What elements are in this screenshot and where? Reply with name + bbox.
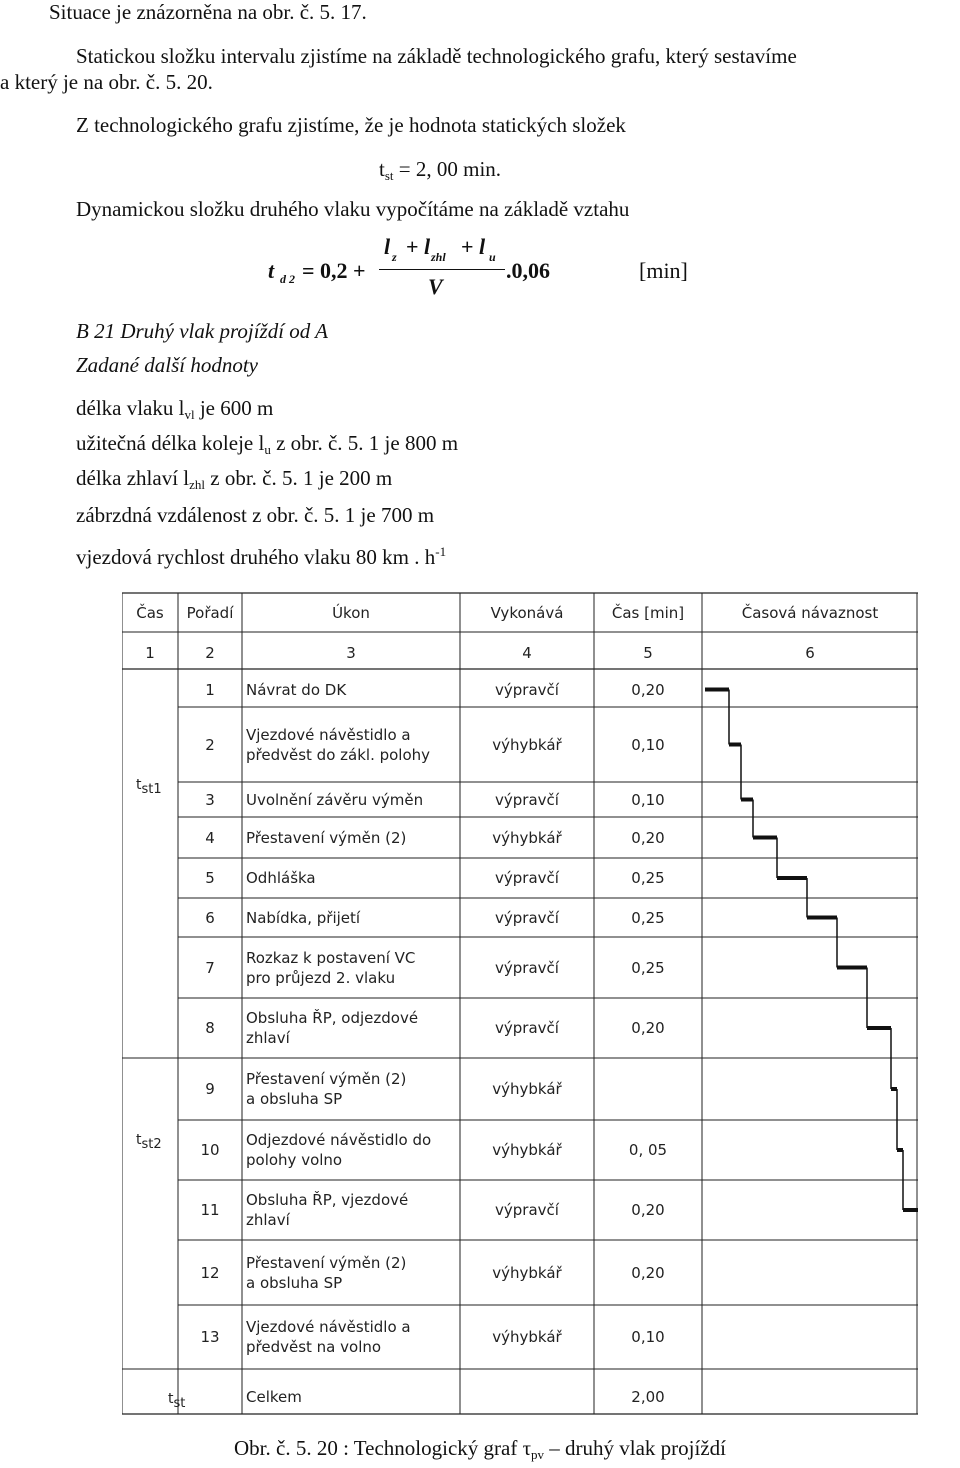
- formula-num-plus1: +: [406, 234, 419, 259]
- row-action: předvěst na volno: [246, 1338, 382, 1356]
- given-useful-length: [76, 431, 458, 455]
- colnum-1: 1: [145, 644, 155, 662]
- group-symbol: t: [136, 777, 142, 793]
- row-performer: výhybkář: [492, 735, 562, 754]
- row-action: Přestavení výměn (2): [246, 1070, 407, 1088]
- row-action: Rozkaz k postavení VC: [246, 948, 416, 967]
- paragraph-graph-result: Z technologického grafu zjistíme, že je hodnota statických složek: [76, 113, 626, 137]
- row-performer: výpravčí: [495, 908, 559, 927]
- tst-value: = 2, 00 min.: [393, 157, 502, 181]
- given-sub: vl: [184, 407, 195, 422]
- group-label-tst2: [136, 1130, 162, 1150]
- row-order: 3: [205, 790, 215, 809]
- caption-pre: Obr. č. 5. 20 : Technologický graf τ: [234, 1436, 532, 1460]
- sequence-bar: [891, 1087, 897, 1091]
- sequence-bar: [867, 1026, 891, 1030]
- row-order: 11: [200, 1201, 220, 1219]
- row-action: zhlaví: [246, 1029, 290, 1047]
- row-order: 6: [205, 908, 215, 927]
- row-duration: 0,25: [631, 908, 665, 927]
- sequence-bar: [741, 798, 753, 802]
- row-duration: 0,20: [631, 1201, 665, 1219]
- formula-num-sub3: u: [489, 250, 496, 264]
- row-order: 8: [205, 1019, 215, 1037]
- given-train-length: [76, 396, 273, 420]
- row-performer: výpravčí: [495, 869, 559, 887]
- row-action: Obsluha ŘP, vjezdové: [246, 1191, 409, 1209]
- given-pre: užitečná délka koleje l: [76, 431, 265, 455]
- formula-denominator: V: [428, 274, 443, 299]
- row-duration: 0,20: [631, 1019, 665, 1037]
- row-action: Odhláška: [246, 869, 316, 887]
- sequence-bar: [897, 1148, 903, 1152]
- row-performer: výhybkář: [492, 1080, 562, 1098]
- formula-num-l1: l: [384, 234, 391, 259]
- row-action: zhlaví: [246, 1211, 290, 1229]
- row-duration: 0, 05: [628, 1141, 668, 1159]
- formula-equals: = 0,2 +: [302, 258, 366, 283]
- row-action: Nabídka, přijetí: [246, 908, 361, 927]
- formula-td2: [268, 232, 708, 302]
- colnum-3: 3: [346, 644, 356, 662]
- given-throat-length: [76, 466, 392, 490]
- sequence-bar: [753, 836, 777, 840]
- total-label: Celkem: [246, 1388, 302, 1406]
- row-action: Uvolnění závěru výměn: [246, 790, 424, 809]
- row-duration: 0,20: [631, 1263, 665, 1282]
- given-post: z obr. č. 5. 1 je 800 m: [270, 431, 459, 455]
- given-braking-distance: [76, 503, 434, 527]
- given-sub: zhl: [189, 477, 206, 492]
- paragraph-situation: Situace je znázorněna na obr. č. 5. 17.: [49, 0, 367, 24]
- sequence-bar: [903, 1208, 918, 1212]
- formula-num-sub1: z: [392, 250, 397, 264]
- sequence-bar: [807, 916, 837, 920]
- paragraph-dynamic: Dynamickou složku druhého vlaku vypočítáme na základě vztahu: [76, 197, 630, 221]
- row-order: 9: [205, 1080, 215, 1098]
- row-performer: výpravčí: [495, 958, 559, 977]
- formula-unit: [min]: [639, 258, 688, 283]
- row-action: Návrat do DK: [246, 680, 347, 699]
- header-duration: Čas [min]: [611, 604, 685, 622]
- formula-tail: .0,06: [506, 258, 550, 283]
- technological-graph-table: [122, 592, 918, 1418]
- row-order: 5: [205, 869, 215, 887]
- given-pre: délka zhlaví l: [76, 466, 190, 490]
- given-pre: délka vlaku l: [76, 396, 185, 420]
- row-duration: 0,20: [631, 828, 665, 847]
- row-order: 13: [200, 1328, 220, 1346]
- colnum-5: 5: [643, 644, 653, 662]
- formula-num-plus2: +: [461, 234, 474, 259]
- section-heading: B 21 Druhý vlak projíždí od A: [76, 319, 328, 343]
- figure-caption: [0, 1436, 960, 1460]
- row-order: 7: [205, 958, 215, 977]
- row-action: předvěst do zákl. polohy: [246, 745, 431, 764]
- row-order: 4: [205, 828, 215, 847]
- sequence-bar: [837, 966, 867, 970]
- given-pre: zábrzdná vzdálenost z obr. č. 5. 1 je 700 m: [76, 503, 435, 527]
- total-subscript: st: [173, 1396, 186, 1411]
- row-performer: výhybkář: [492, 1328, 562, 1346]
- group-subscript: st2: [141, 1137, 162, 1152]
- header-action: Úkon: [332, 604, 370, 622]
- row-performer: výpravčí: [495, 1201, 559, 1219]
- row-action: a obsluha SP: [246, 1273, 343, 1292]
- row-performer: výpravčí: [495, 790, 559, 809]
- formula-lhs: t: [268, 258, 275, 283]
- total-time: 2,00: [631, 1388, 665, 1406]
- row-order: 12: [200, 1263, 220, 1282]
- formula-num-sub2: zhl: [431, 250, 446, 264]
- formula-fraction-line: [379, 269, 505, 270]
- row-performer: výhybkář: [492, 828, 562, 847]
- row-duration: 0,25: [631, 958, 665, 977]
- paragraph-static-line1: Statickou složku intervalu zjistíme na základě technologického grafu, který sestavíme: [76, 44, 797, 68]
- sequence-bar: [729, 743, 741, 747]
- row-order: 1: [205, 680, 215, 699]
- header-time-sequence: Časová návaznost: [741, 604, 879, 622]
- total-t: t: [168, 1391, 174, 1407]
- total-symbol: [168, 1389, 185, 1409]
- row-action: Přestavení výměn (2): [246, 1253, 407, 1272]
- row-duration: 0,20: [631, 680, 665, 699]
- row-action: Odjezdové návěstidlo do: [246, 1131, 432, 1149]
- colnum-2: 2: [205, 644, 215, 662]
- row-performer: výhybkář: [492, 1141, 562, 1159]
- given-post: je 600 m: [194, 396, 274, 420]
- group-label-tst1: [136, 775, 162, 795]
- given-sub: u: [264, 442, 271, 457]
- row-duration: 0,10: [631, 735, 665, 754]
- tst-subscript: st: [384, 168, 394, 183]
- row-action: Vjezdové návěstidlo a: [246, 725, 411, 744]
- tst-symbol: t: [379, 157, 385, 181]
- row-action: Vjezdové návěstidlo a: [246, 1318, 411, 1336]
- group-symbol: t: [136, 1132, 142, 1148]
- speed-exponent: -1: [435, 544, 447, 559]
- formula-lhs-sub: d 2: [280, 272, 295, 286]
- tst-value-line: [379, 157, 501, 181]
- header-order: Pořadí: [186, 604, 234, 622]
- header-time: Čas: [136, 604, 164, 622]
- row-action: a obsluha SP: [246, 1090, 343, 1108]
- row-performer: výhybkář: [492, 1263, 562, 1282]
- row-performer: výpravčí: [495, 680, 559, 699]
- colnum-6: 6: [805, 644, 815, 662]
- row-performer: výpravčí: [495, 1019, 559, 1037]
- row-action: pro průjezd 2. vlaku: [246, 968, 396, 987]
- section-subheading: Zadané další hodnoty: [76, 353, 258, 377]
- row-duration: 0,25: [631, 869, 665, 887]
- row-action: Přestavení výměn (2): [246, 828, 407, 847]
- sequence-bar: [777, 876, 807, 880]
- given-post: z obr. č. 5. 1 je 200 m: [205, 466, 393, 490]
- header-performer: Vykonává: [490, 604, 564, 622]
- colnum-4: 4: [522, 644, 532, 662]
- row-order: 2: [205, 735, 215, 754]
- given-entry-speed: [76, 545, 446, 569]
- formula-num-l2: l: [424, 234, 431, 259]
- caption-post: – druhý vlak projíždí: [544, 1436, 726, 1460]
- row-duration: 0,10: [631, 1328, 665, 1346]
- row-duration: 0,10: [631, 790, 665, 809]
- sequence-bar: [705, 688, 729, 692]
- group-subscript: st1: [141, 782, 162, 797]
- formula-num-l3: l: [479, 234, 486, 259]
- row-order: 10: [200, 1141, 220, 1159]
- paragraph-static-line2: a který je na obr. č. 5. 20.: [0, 70, 213, 94]
- row-action: Obsluha ŘP, odjezdové: [246, 1009, 419, 1027]
- speed-text: vjezdová rychlost druhého vlaku 80 km . h: [76, 545, 436, 569]
- row-action: polohy volno: [246, 1151, 343, 1169]
- caption-sub: pv: [531, 1447, 545, 1462]
- table-grid: [122, 592, 918, 1418]
